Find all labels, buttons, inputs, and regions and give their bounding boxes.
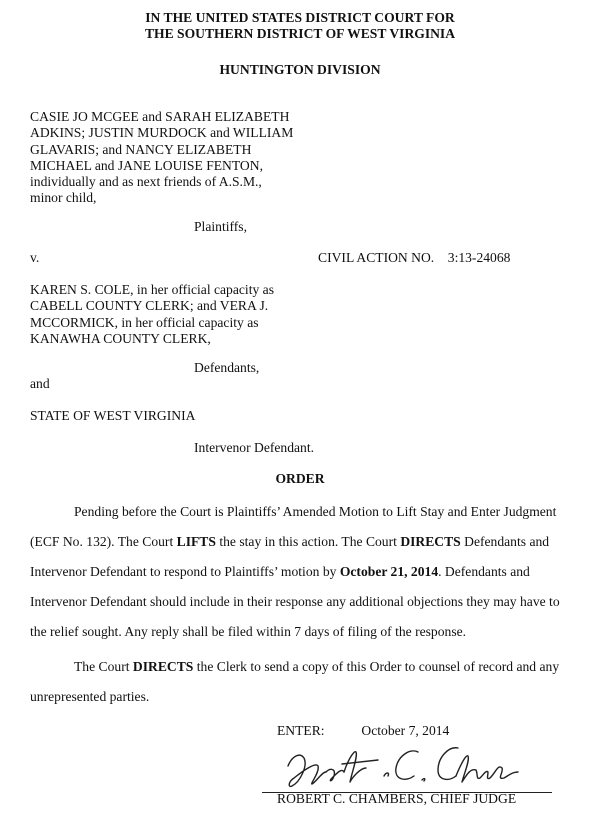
plaintiffs-role: Plaintiffs,: [194, 219, 247, 234]
defendants-line: KANAWHA COUNTY CLERK,: [30, 330, 211, 346]
p1-text-d: . Defendants and Intervenor Defendant should include in their response any additional objections they may have to the relief sought. Any reply shall be filed within 7 days of filing of the response.: [30, 564, 560, 639]
plaintiffs-line: ADKINS; JUSTIN MURDOCK and WILLIAM: [30, 125, 294, 141]
defendants-names: [30, 282, 274, 347]
p1-lifts: LIFTS: [176, 534, 216, 549]
intervenor-role: Intervenor Defendant.: [194, 440, 315, 455]
enter-date: October 7, 2014: [361, 723, 450, 738]
order-title: ORDER: [275, 471, 325, 486]
plaintiffs-names: [30, 109, 293, 207]
p1-directs: DIRECTS: [400, 534, 461, 549]
defendants-line: MCCORMICK, in her official capacity as: [30, 314, 259, 330]
court-heading: [0, 10, 600, 43]
p2-directs: DIRECTS: [132, 659, 194, 674]
handwritten-signature: [282, 738, 522, 798]
civil-action-number: 3:13-24068: [447, 250, 511, 265]
order-paragraph-1: [30, 497, 575, 647]
p1-deadline-date: October 21, 2014: [339, 564, 439, 579]
civil-action: [318, 250, 510, 266]
court-heading-line-1: IN THE UNITED STATES DISTRICT COURT FOR: [145, 10, 455, 25]
defendants-line: KAREN S. COLE, in her official capacity as: [30, 282, 274, 297]
p1-text-c: Defendants and Intervenor Defendant to respond to Plaintiffs’ motion by: [30, 534, 550, 579]
plaintiffs-line: individually and as next friends of A.S.M.,: [30, 174, 262, 190]
civil-action-label: CIVIL ACTION NO.: [318, 250, 435, 265]
and-label: and: [30, 376, 50, 391]
enter-line: [277, 723, 449, 739]
p2-text-a: The Court: [74, 659, 133, 674]
order-paragraph-2: [30, 652, 575, 712]
plaintiffs-line: MICHAEL and JANE LOUISE FENTON,: [30, 157, 263, 173]
plaintiffs-line: CASIE JO MCGEE and SARAH ELIZABETH: [30, 109, 290, 124]
p1-text-a: Pending before the Court is Plaintiffs’ Amended Motion to Lift Stay and Enter Judgment (ECF No. 132). The Court: [30, 504, 557, 549]
plaintiffs-line: GLAVARIS; and NANCY ELIZABETH: [30, 141, 252, 157]
plaintiffs-line: minor child,: [30, 190, 97, 206]
intervenor-name: STATE OF WEST VIRGINIA: [30, 408, 196, 423]
defendants-role: Defendants,: [194, 360, 260, 375]
p1-text-b: the stay in this action. The Court: [215, 534, 401, 549]
enter-label: ENTER:: [277, 723, 325, 738]
signer-name: ROBERT C. CHAMBERS, CHIEF JUDGE: [277, 791, 517, 806]
division-heading: HUNTINGTON DIVISION: [219, 62, 381, 77]
court-heading-line-2: THE SOUTHERN DISTRICT OF WEST VIRGINIA: [144, 26, 456, 42]
defendants-line: CABELL COUNTY CLERK; and VERA J.: [30, 298, 269, 314]
versus-label: v.: [30, 250, 40, 265]
p2-text-b: the Clerk to send a copy of this Order to counsel of record and any unrepresented parties.: [30, 659, 560, 704]
